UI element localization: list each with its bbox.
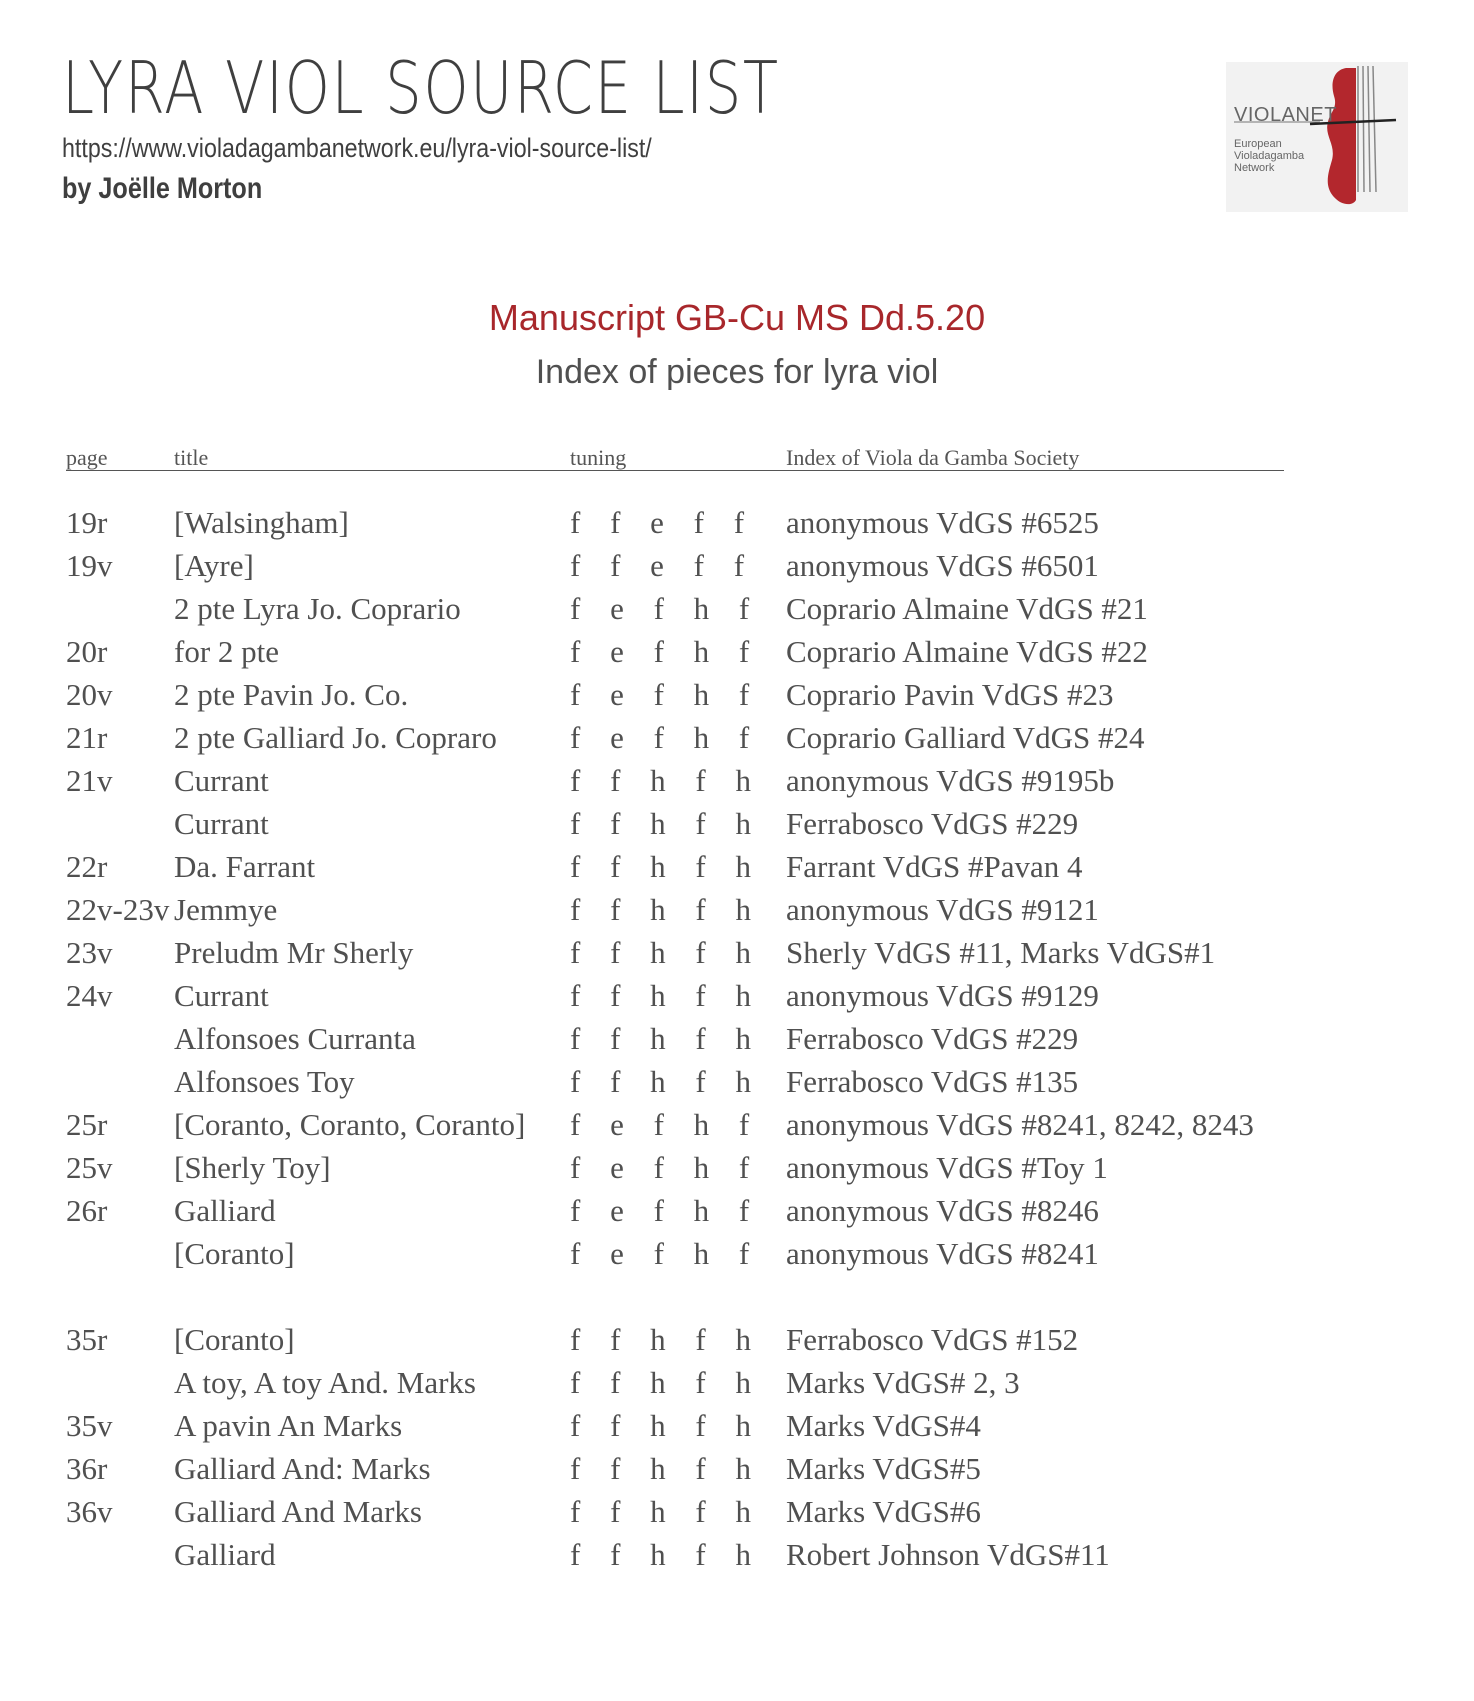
row-index: Marks VdGS#4 (786, 1408, 981, 1443)
row-title: Preludm Mr Sherly (174, 935, 414, 970)
manuscript-title: Manuscript GB-Cu MS Dd.5.20 (488, 297, 986, 338)
row-index: anonymous VdGS #9129 (786, 978, 1099, 1013)
row-index: Coprario Pavin VdGS #23 (786, 677, 1114, 712)
row-tuning: f e f h f (570, 720, 761, 755)
row-title: Galliard (174, 1537, 276, 1572)
row-index: Sherly VdGS #11, Marks VdGS#1 (786, 935, 1216, 970)
row-tuning: f f e f f (570, 548, 756, 583)
row-title: Alfonsoes Toy (174, 1064, 355, 1099)
column-header-index: Index of Viola da Gamba Society (786, 445, 1080, 470)
row-page: 20r (66, 634, 108, 669)
page-title: LYRA VIOL SOURCE LIST (62, 46, 780, 130)
logo-subtitle: European Violadagamba Network (1234, 138, 1305, 174)
row-tuning: f f h f h (570, 1365, 762, 1400)
row-index: Ferrabosco VdGS #135 (786, 1064, 1079, 1099)
row-tuning: f f h f h (570, 1537, 762, 1572)
row-tuning: f f h f h (570, 806, 762, 841)
row-page: 21r (66, 720, 108, 755)
row-title: Jemmye (174, 892, 278, 927)
row-title: A pavin An Marks (174, 1408, 403, 1443)
row-title: Galliard And Marks (174, 1494, 422, 1529)
row-page: 35r (66, 1322, 108, 1357)
row-page: 23v (66, 935, 113, 970)
row-title: [Ayre] (174, 548, 254, 583)
row-page: 36v (66, 1494, 113, 1529)
row-index: Farrant VdGS #Pavan 4 (786, 849, 1083, 884)
row-title: 2 pte Galliard Jo. Copraro (174, 720, 497, 755)
row-tuning: f e f h f (570, 634, 761, 669)
viol-icon (1226, 62, 1408, 212)
logo-name: VIOLANET (1234, 104, 1337, 126)
row-tuning: f f h f h (570, 935, 762, 970)
author-credit: by Joëlle Morton (62, 172, 263, 205)
row-title: 2 pte Lyra Jo. Coprario (174, 591, 461, 626)
row-title: Currant (174, 763, 269, 798)
row-tuning: f f h f h (570, 763, 762, 798)
source-url[interactable]: https://www.violadagambanetwork.eu/lyra-viol-source-list/ (62, 133, 652, 163)
row-page: 22v-23v (66, 892, 170, 927)
row-index: anonymous VdGS #8241 (786, 1236, 1099, 1271)
row-tuning: f e f h f (570, 1193, 761, 1228)
row-title: [Coranto] (174, 1322, 295, 1357)
row-index: Ferrabosco VdGS #229 (786, 806, 1079, 841)
row-index: anonymous VdGS #9195b (786, 763, 1115, 798)
row-index: anonymous VdGS #9121 (786, 892, 1099, 927)
row-title: 2 pte Pavin Jo. Co. (174, 677, 409, 712)
row-tuning: f f h f h (570, 1064, 762, 1099)
row-index: Ferrabosco VdGS #229 (786, 1021, 1079, 1056)
row-title: Alfonsoes Curranta (174, 1021, 416, 1056)
row-index: Coprario Almaine VdGS #22 (786, 634, 1148, 669)
row-title: [Coranto] (174, 1236, 295, 1271)
row-tuning: f e f h f (570, 591, 761, 626)
row-index: Coprario Almaine VdGS #21 (786, 591, 1148, 626)
row-index: Marks VdGS# 2, 3 (786, 1365, 1020, 1400)
row-tuning: f f h f h (570, 1322, 762, 1357)
row-page: 22r (66, 849, 108, 884)
column-header-tuning: tuning (570, 445, 627, 470)
row-index: anonymous VdGS #Toy 1 (786, 1150, 1108, 1185)
row-tuning: f f h f h (570, 1408, 762, 1443)
row-page: 26r (66, 1193, 108, 1228)
row-tuning: f f h f h (570, 978, 762, 1013)
row-title: A toy, A toy And. Marks (174, 1365, 476, 1400)
row-page: 19r (66, 505, 108, 540)
row-index: Marks VdGS#6 (786, 1494, 981, 1529)
row-title: Galliard (174, 1193, 276, 1228)
row-title: for 2 pte (174, 634, 280, 669)
row-title: Currant (174, 806, 269, 841)
column-header-page: page (66, 445, 108, 470)
row-page: 20v (66, 677, 113, 712)
row-tuning: f f e f f (570, 505, 756, 540)
row-tuning: f f h f h (570, 1451, 762, 1486)
row-index: Ferrabosco VdGS #152 (786, 1322, 1079, 1357)
row-index: anonymous VdGS #6525 (786, 505, 1099, 540)
row-title: Currant (174, 978, 269, 1013)
row-page: 25v (66, 1150, 113, 1185)
violanet-logo (1226, 62, 1408, 212)
row-tuning: f f h f h (570, 849, 762, 884)
row-title: Da. Farrant (174, 849, 316, 884)
row-tuning: f e f h f (570, 1107, 761, 1142)
row-index: Marks VdGS#5 (786, 1451, 981, 1486)
row-index: Coprario Galliard VdGS #24 (786, 720, 1145, 755)
row-title: [Sherly Toy] (174, 1150, 331, 1185)
header-rule (66, 470, 1284, 471)
row-page: 21v (66, 763, 113, 798)
row-page: 24v (66, 978, 113, 1013)
row-title: [Coranto, Coranto, Coranto] (174, 1107, 526, 1142)
row-page: 35v (66, 1408, 113, 1443)
row-page: 36r (66, 1451, 108, 1486)
row-page: 25r (66, 1107, 108, 1142)
row-tuning: f e f h f (570, 1150, 761, 1185)
column-header-title: title (174, 445, 209, 470)
row-tuning: f f h f h (570, 1021, 762, 1056)
row-page: 19v (66, 548, 113, 583)
row-title: Galliard And: Marks (174, 1451, 431, 1486)
manuscript-subtitle: Index of pieces for lyra viol (535, 353, 939, 391)
row-title: [Walsingham] (174, 505, 349, 540)
row-tuning: f e f h f (570, 677, 761, 712)
row-index: Robert Johnson VdGS#11 (786, 1537, 1110, 1572)
row-tuning: f f h f h (570, 892, 762, 927)
row-tuning: f e f h f (570, 1236, 761, 1271)
row-tuning: f f h f h (570, 1494, 762, 1529)
row-index: anonymous VdGS #8246 (786, 1193, 1099, 1228)
row-index: anonymous VdGS #6501 (786, 548, 1099, 583)
row-index: anonymous VdGS #8241, 8242, 8243 (786, 1107, 1254, 1142)
